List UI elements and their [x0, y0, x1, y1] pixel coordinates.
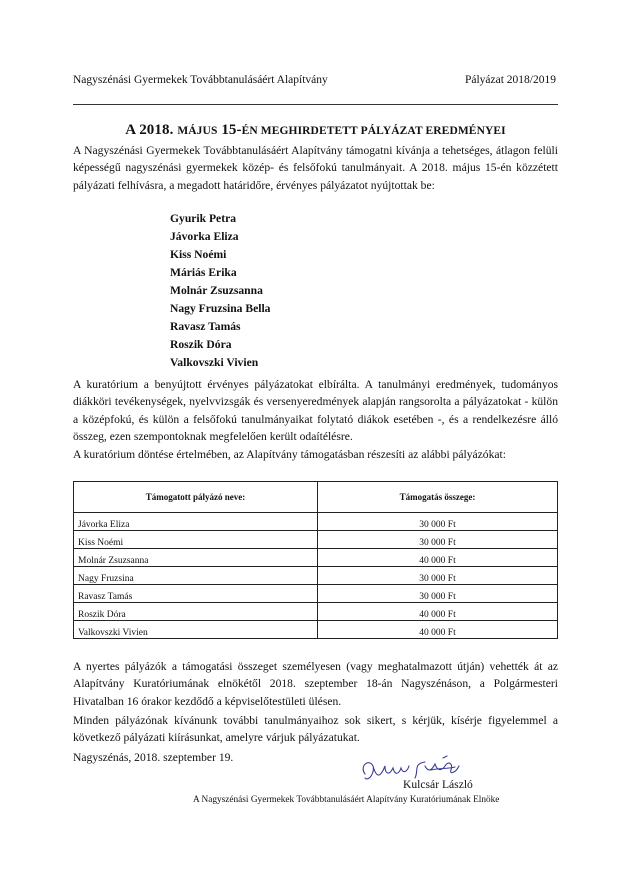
header-amount: Támogatás összege:	[318, 482, 558, 513]
place-date: Nagyszénás, 2018. szeptember 19.	[73, 751, 234, 764]
recipient-name: Molnár Zsuzsanna	[74, 549, 318, 567]
signer-title: A Nagyszénási Gyermekek Továbbtanulásáért Alapítvány Kuratóriumának Elnöke	[193, 795, 500, 805]
applicant-name: Nagy Fruzsina Bella	[170, 302, 271, 315]
recipient-name: Jávorka Eliza	[74, 513, 318, 531]
grant-amount: 30 000 Ft	[318, 567, 558, 585]
applicant-name: Ravasz Tamás	[170, 320, 241, 333]
table-row	[74, 585, 558, 603]
table-row	[74, 567, 558, 585]
header-year: Pályázat 2018/2019	[464, 74, 556, 86]
title-part-4: ÉN MEGHIRDETETT PÁLYÁZAT EREDMÉNYEI	[241, 125, 506, 137]
title-part-3: 15-	[221, 122, 242, 138]
collection-paragraph: A nyertes pályázók a támogatási összeget személyesen (vagy meghatalmazott útján) vehették át az Alapítvány Kuratóriumának elnökétől 2018. szeptember 18-án Nagyszénáson, a Polgármesteri Hivatalban 16 órakor kezdődő a képviselőtestületi ülésen.	[73, 660, 558, 708]
page-title	[73, 122, 558, 139]
applicant-name: Gyurik Petra	[170, 212, 237, 225]
recipient-name: Roszik Dóra	[74, 603, 318, 621]
recipient-name: Kiss Noémi	[74, 531, 318, 549]
table-row	[74, 513, 558, 531]
applicant-name: Máriás Erika	[170, 266, 237, 279]
signer-name: Kulcsár László	[403, 778, 473, 791]
evaluation-paragraph: A kuratórium a benyújtott érvényes pályázatokat elbírálta. A tanulmányi eredmények, tudományos diákköri tevékenységek, nyelvvizsgák és versenyeredmények alapján rangsorolta a pályázatokat - külön a középfokú, és külön a felsőfokú tanulmányaikat folytató diákok esetében -, és a rendelkezésre álló összeg, ezen szempontoknak megfelelően került odaítélésre.	[73, 378, 558, 444]
header-rule	[73, 104, 558, 105]
recipient-name: Ravasz Tamás	[74, 585, 318, 603]
table-row	[74, 621, 558, 639]
recipient-name: Valkovszki Vivien	[74, 621, 318, 639]
title-part-2: MÁJUS	[177, 125, 218, 137]
intro-paragraph: A Nagyszénási Gyermekek Továbbtanulásáért Alapítvány támogatni kívánja a tehetséges, átlagon felüli képességű nagyszénási gyermekek közép- és felsőfokú tanulmányait. A 2018. május 15-én közzétett pályázati felhívásra, a megadott határidőre, érvényes pályázatot nyújtottak be:	[73, 144, 558, 192]
grant-amount: 40 000 Ft	[318, 621, 558, 639]
grant-table	[73, 481, 558, 639]
table-row	[74, 603, 558, 621]
grant-amount: 30 000 Ft	[318, 531, 558, 549]
decision-line: A kuratórium döntése értelmében, az Alapítvány támogatásban részesíti az alábbi pályázókat:	[73, 448, 506, 461]
applicant-list	[170, 210, 270, 372]
applicant-name: Jávorka Eliza	[170, 230, 239, 243]
table-header-row	[74, 482, 558, 513]
grant-amount: 40 000 Ft	[318, 603, 558, 621]
recipient-name: Nagy Fruzsina	[74, 567, 318, 585]
closing-paragraph: Minden pályázónak kívánunk további tanulmányaihoz sok sikert, s kérjük, kísérje figyelemmel a következő pályázati kiírásunkat, amelyre várjuk pályázatukat.	[73, 714, 558, 745]
header-name: Támogatott pályázó neve:	[74, 482, 318, 513]
header-organization: Nagyszénási Gyermekek Továbbtanulásáért Alapítvány	[73, 74, 328, 86]
grant-amount: 30 000 Ft	[318, 513, 558, 531]
table-row	[74, 531, 558, 549]
grant-amount: 30 000 Ft	[318, 585, 558, 603]
applicant-name: Kiss Noémi	[170, 248, 227, 261]
title-part-1: A 2018.	[125, 122, 174, 138]
table-row	[74, 549, 558, 567]
applicant-name: Roszik Dóra	[170, 338, 232, 351]
applicant-name: Molnár Zsuzsanna	[170, 284, 263, 297]
applicant-name: Valkovszki Vivien	[170, 356, 259, 369]
grant-amount: 40 000 Ft	[318, 549, 558, 567]
